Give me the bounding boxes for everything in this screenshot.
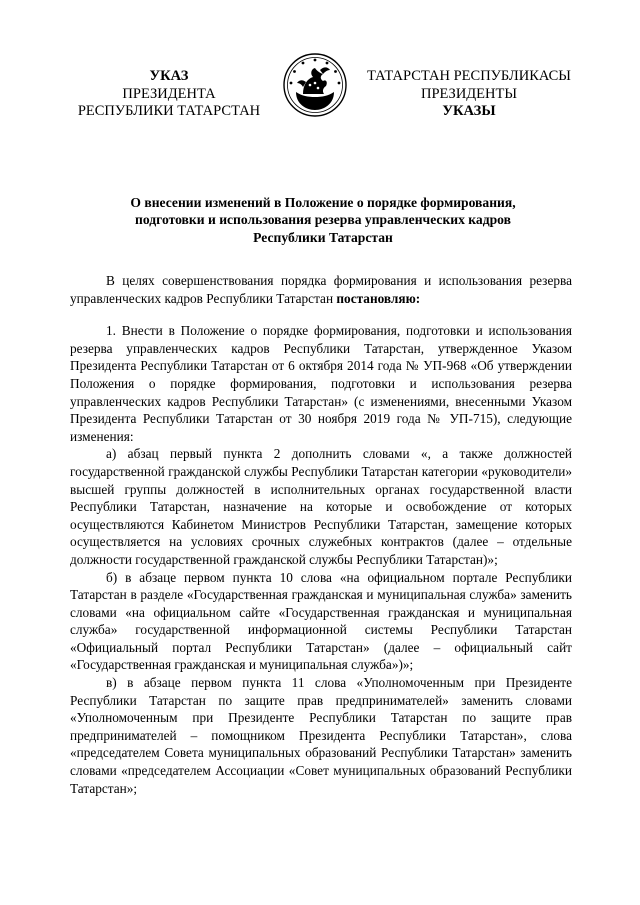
title-line1: О внесении изменений в Положение о порядке формирования, bbox=[130, 195, 516, 210]
header-left-line2: ПРЕЗИДЕНТА bbox=[122, 85, 216, 102]
coat-of-arms-icon bbox=[282, 52, 348, 118]
document-body bbox=[70, 272, 572, 797]
item-b-paragraph: б) в абзаце первом пункта 10 слова «на официальном портале Республики Татарстан в разделе «Государственная гражданская и муниципальная служба» заменить словами «на официальном сайте «Государственная гражданская и муниципальная служба» государственной информационной системы Республики Татарстан «Официальный портал Республики Татарстан» (далее – официальный сайт «Государственная гражданская и муниципальная служба»)»; bbox=[70, 569, 572, 673]
header-right-line1: ТАТАРСТАН РЕСПУБЛИКАСЫ bbox=[367, 68, 571, 84]
title-line2: подготовки и использования резерва управленческих кадров bbox=[135, 212, 511, 228]
preamble-text: В целях совершенствования порядка формирования и использования резерва управленческих кадров Республики Татарстан bbox=[70, 273, 572, 306]
preamble-paragraph bbox=[70, 272, 572, 307]
header-left-line1: УКАЗ bbox=[149, 68, 189, 84]
header-right-block bbox=[358, 68, 580, 121]
title-line3: Республики Татарстан bbox=[253, 229, 393, 245]
item-a-paragraph: а) абзац первый пункта 2 дополнить словами «, а также должностей государственной гражданской службы Республики Татарстан категории «руководители» высшей группы должностей в исполнительных органах государственной власти Республики Татарстан, назначение на которые и освобождение от которых осуществляются Кабинетом Министров Республики Татарстан, замещение которых осуществляется на условиях срочных служебных контрактов (далее – отдельные должности государственной гражданской службы Республики Татарстан)»; bbox=[70, 446, 572, 567]
item-v-paragraph: в) в абзаце первом пункта 11 слова «Уполномоченным при Президенте Республики Татарстан по защите прав предпринимателей» заменить словами «Уполномоченным при Президенте Республики Татарстан по защите прав предпринимателей – помощником Президента Республики Татарстан», слова «председателем Совета муниципальных образований Республики Татарстан» заменить словами «председателем Ассоциации «Совет муниципальных образований Республики Татарстан»; bbox=[70, 675, 572, 796]
item-1-paragraph: 1. Внести в Положение о порядке формирования, подготовки и использования резерва управленческих кадров Республики Татарстан, утвержденное Указом Президента Республики Татарстан от 6 октября 2014 года № УП-968 «Об утверждении Положения о порядке формирования, подготовки и использования резерва управленческих кадров Республики Татарстан» (с изменениями, внесенными Указом Президента Республики Татарстан от 30 ноября 2019 года № УП-715), следующие изменения: bbox=[70, 323, 572, 444]
header-left-line3: РЕСПУБЛИКИ ТАТАРСТАН bbox=[77, 103, 261, 119]
preamble-resolution: постановляю: bbox=[336, 290, 421, 306]
header-left-block bbox=[64, 68, 274, 121]
header-right-line3: УКАЗЫ bbox=[442, 103, 496, 119]
header-right-line2: ПРЕЗИДЕНТЫ bbox=[420, 85, 518, 102]
document-title bbox=[86, 194, 560, 246]
